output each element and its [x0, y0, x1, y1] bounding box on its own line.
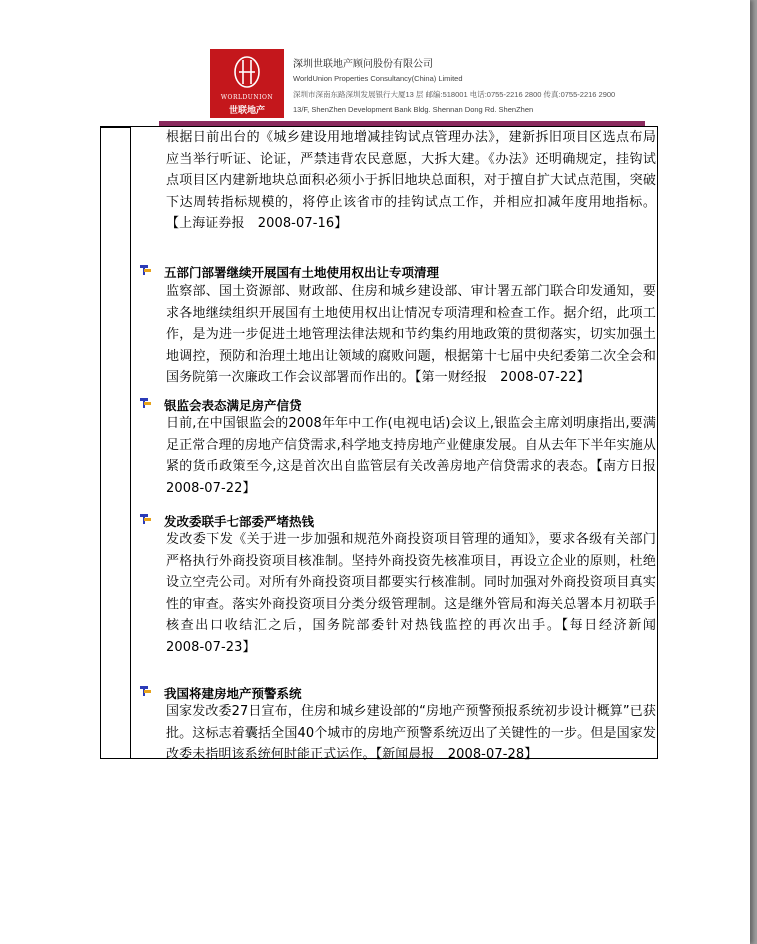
- logo-chinese: 世联地产: [228, 106, 265, 116]
- bullet-pin-icon: [138, 512, 152, 526]
- bullet-pin-icon: [138, 263, 152, 277]
- company-address-en: 13/F, ShenZhen Development Bank Bldg. Shennan Dong Rd. ShenZhen: [293, 105, 534, 114]
- news-body: 发改委下发《关于进一步加强和规范外商投资项目管理的通知》，要求各级有关部门严格执行外商投资项目核准制。坚持外商投资先核准项目，再设立企业的原则，杜绝设立空壳公司。对所有外商投资项目都要实行核准制。同时加强对外商投资项目真实性的审查。落实外商投资项目分类分级管理制。这是继外管局和海关总署本月初联手核查出口收结汇之后，国务院部委针对热钱监控的再次出手。【每日经济新闻 2008-07-23】: [166, 532, 670, 655]
- company-name-cn: 深圳世联地产顾问股份有限公司: [293, 59, 433, 70]
- table-top-border: [101, 127, 130, 128]
- logo-emblem-icon: [210, 55, 284, 93]
- logo-english: WORLDUNION: [220, 94, 274, 101]
- news-title: 五部门部署继续开展国有土地使用权出让专项清理: [164, 265, 440, 280]
- worldunion-logo: [210, 49, 284, 118]
- news-title: 银监会表态满足房产信贷: [164, 398, 302, 413]
- news-title: 发改委联手七部委严堵热钱: [164, 514, 315, 529]
- intro-paragraph: 根据日前出台的《城乡建设用地增减挂钩试点管理办法》，建新拆旧项目区选点布局应当举行听证、论证，严禁违背农民意愿，大拆大建。《办法》还明确规定，挂钩试点项目区内建新地块总面积必须小于拆旧地块总面积，对于擅自扩大试点范围，突破下达周转指标规模的，将停止该省市的挂钩试点工作，并相应扣减年度用地指标。【上海证券报 2008-07-16】: [166, 130, 656, 231]
- news-title: 我国将建房地产预警系统: [164, 686, 302, 701]
- news-body: 监察部、国土资源部、财政部、住房和城乡建设部、审计署五部门联合印发通知，要求各地继续组织开展国有土地使用权出让情况专项清理和检查工作。据介绍，此项工作，是为进一步促进土地管理法律法规和节约集约用地政策的贯彻落实，切实加强土地调控，预防和治理土地出让领域的腐败问题，根据第十七届中央纪委第二次全会和国务院第一次廉政工作会议部署而作出的。【第一财经报 2008-07-22】: [166, 284, 656, 385]
- news-body: 国家发改委27日宣布，住房和城乡建设部的“房地产预警预报系统初步设计概算”已获批。这标志着囊括全国40个城市的房地产预警系统迈出了关键性的一步。但是国家发改委未指明该系统何时能正式运作。【新闻晨报 2008-07-28】: [166, 704, 656, 762]
- table-column-divider: [130, 127, 131, 758]
- news-body: 日前,在中国银监会的2008年年中工作(电视电话)会议上,银监会主席刘明康指出,要满足正常合理的房地产信贷需求,科学地支持房地产业健康发展。自从去年下半年实施从紧的货币政策至今,这是首次出自监管层有关改善房地产信贷需求的表态。【南方日报 2008-07-22】: [166, 416, 670, 496]
- bullet-pin-icon: [138, 684, 152, 698]
- bullet-pin-icon: [138, 396, 152, 410]
- company-address-cn: 深圳市深南东路深圳发展银行大厦13 层 邮编:518001 电话:0755-2216 2800 传真:0755-2216 2900: [293, 90, 616, 99]
- company-name-en: WorldUnion Properties Consultancy(China) Limited: [293, 74, 463, 83]
